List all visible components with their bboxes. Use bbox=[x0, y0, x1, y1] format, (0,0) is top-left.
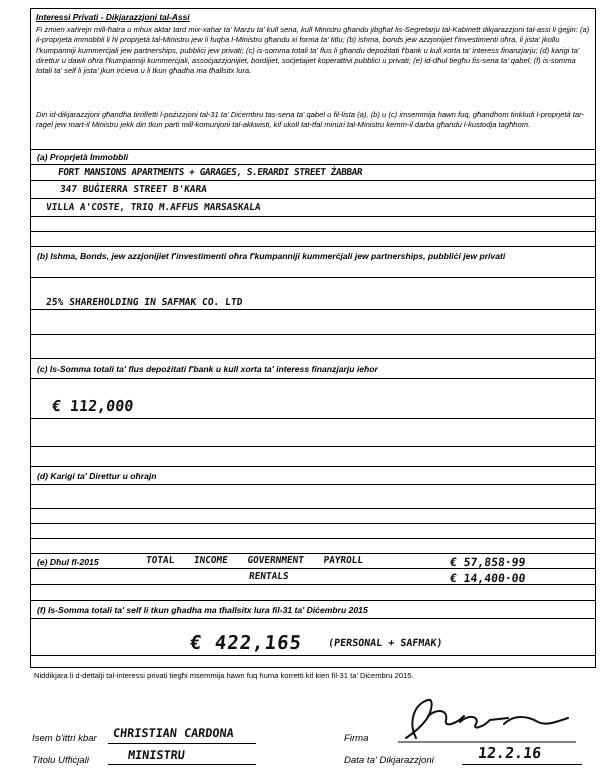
section-b-label: (b) Ishma, Bonds, jew azzjonijiet f'investimenti oħra f'kumpanniji kummerċjali jew partnerships, pubbliċi jew privati bbox=[37, 251, 506, 261]
loans-amount: € 422,165 bbox=[188, 632, 304, 654]
divider bbox=[31, 149, 596, 150]
divider bbox=[31, 164, 596, 165]
divider bbox=[31, 277, 596, 278]
divider bbox=[31, 216, 596, 217]
divider bbox=[31, 568, 596, 569]
form-title: Interessi Privati - Dikjarazzjoni tal-Assi bbox=[36, 12, 190, 22]
section-divider bbox=[31, 553, 596, 554]
section-f-label: (f) Is-Somma totali ta' self li tkun għadha ma tħallsitx lura fil-31 ta' Diċembru 2015 bbox=[37, 605, 368, 615]
intro-text-2: Din id-dikjarazzjoni għandha tirrifletti l-pożizzjoni tal-31 ta' Diċembru tas-sena ta' qabel u fil-lista (a), (b) u (c) imsemmija hawn fuq, għandhom tinkludi l-proprjetà tar-raġel jew mart-il Ministru jekk din tkun parti mill-komunjoni tal-akkwisti, kif ukoll tat-tfal minuri tal-Ministru kemm-il darba għandu l-kustodja tagħhom. bbox=[36, 110, 585, 130]
date-label: Data ta' Dikjarazzjoni bbox=[344, 755, 434, 766]
divider bbox=[31, 231, 596, 232]
property-entry-3: VILLA A'COSTE, TRIQ M.AFFUS MARSASKALA bbox=[45, 202, 262, 213]
divider bbox=[31, 538, 596, 539]
property-entry-1: FORT MANSIONS APARTMENTS + GARAGES, S.ERARDI STREET ŻABBAR bbox=[57, 167, 363, 178]
name-label: Isem b'ittri kbar bbox=[32, 733, 97, 744]
title-underline bbox=[108, 764, 256, 765]
property-entry-2: 347 BUĠIERRA STREET B'KARA bbox=[59, 184, 208, 195]
title-value: MINISTRU bbox=[127, 748, 186, 762]
title-label: Titolu Uffiċjali bbox=[32, 755, 89, 766]
declaration-statement: Niddikjara li d-dettalji tal-interessi privati tiegħi msemmija hawn fuq huma korretti kif kien fil-31 ta' Diċembru 2015. bbox=[34, 671, 414, 680]
section-e-label: (e) Dħul fl-2015 bbox=[37, 557, 99, 567]
income-amount: € 57,858·99 bbox=[449, 555, 527, 569]
date-underline bbox=[462, 764, 582, 765]
signature-label: Firma bbox=[344, 733, 369, 744]
section-divider bbox=[31, 600, 596, 601]
divider bbox=[31, 523, 596, 524]
declaration-form bbox=[30, 8, 596, 668]
intro-text: Fi żmien xahrejn mill-ħatra u mhux aktar tard mix-xahar ta' Marzu ta' kull sena, kull Ministru għandu jibgħat lis-Segretarju tal-Kabinett dikjarazzjoni tal-assi li ġejjin: (a) il-proprjetà immobbli li hi proprjetà tal-Ministru jew li fuqha l-Ministru għandu xi forma ta' titlu; (b) ishma, bonds jew azzjonijiet f'investimenti oħra, li jista' jkollu f'kumpanniji kummerċjali jew partnerships, pubbliċi jew privati; (c) is-somma totali ta' flus li għandu depożitati f'bank u kull xorta ta' interess finanzjarju; (d) karigi ta' direttur u dawk oħra f'kumpanniji kummerċjali, assoċjazzjonijiet, bordijiet, soċjetajiet koperattivi pubbliċi u privati; (e) id-dħul tiegħu fis-sena ta' qabel; (f) is-somma totali ta' self li jista' jkun irċieva u li tkun għadha ma tħallsitx lura. bbox=[36, 25, 590, 76]
rentals-amount: € 14,400·00 bbox=[449, 571, 527, 585]
divider bbox=[31, 418, 596, 419]
deposits-amount: € 112,000 bbox=[51, 397, 135, 415]
loans-note: (PERSONAL + SAFMAK) bbox=[327, 638, 443, 649]
section-c-label: (c) Is-Somma totali ta' flus depożitati f'bank u kull xorta ta' interess finanzjarju ieħor bbox=[37, 364, 378, 374]
divider bbox=[31, 655, 596, 656]
section-d-label: (d) Karigi ta' Direttur u oħrajn bbox=[37, 471, 157, 481]
divider bbox=[31, 198, 596, 199]
signature bbox=[398, 694, 578, 746]
divider bbox=[31, 378, 596, 379]
divider bbox=[31, 584, 596, 585]
section-divider bbox=[31, 466, 596, 467]
divider bbox=[31, 334, 596, 335]
name-value: CHRISTIAN CARDONA bbox=[112, 726, 235, 740]
name-underline bbox=[108, 743, 256, 744]
divider bbox=[31, 180, 596, 181]
shareholding-entry: 25% SHAREHOLDING IN SAFMAK CO. LTD bbox=[45, 297, 243, 308]
section-a-label: (a) Proprjetà Immobbli bbox=[37, 152, 129, 162]
divider bbox=[31, 309, 596, 310]
section-divider bbox=[31, 246, 596, 247]
divider bbox=[31, 446, 596, 447]
section-divider bbox=[31, 358, 596, 359]
rentals-description: RENTALS bbox=[248, 571, 290, 582]
income-description: TOTAL INCOME GOVERNMENT PAYROLL bbox=[145, 555, 364, 566]
date-value: 12.2.16 bbox=[477, 744, 543, 762]
divider bbox=[31, 508, 596, 509]
divider bbox=[31, 484, 596, 485]
divider bbox=[31, 618, 596, 619]
